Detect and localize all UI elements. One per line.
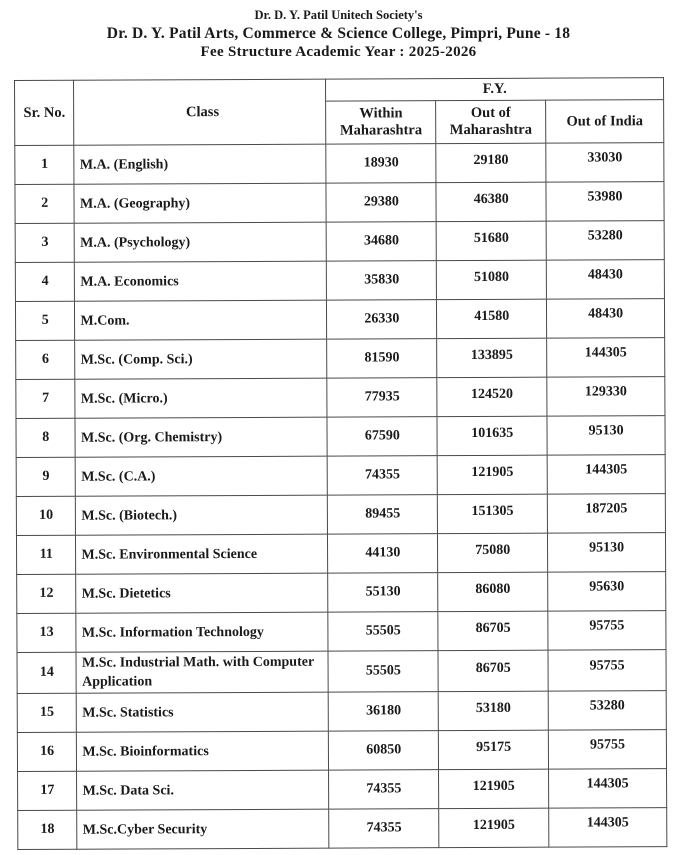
sr-no-cell [15, 145, 75, 184]
sr-no-cell [17, 693, 77, 732]
class-name-cell [76, 534, 328, 574]
fee-out-of-india-cell [547, 494, 665, 534]
fee-out-of-india-cell-text: 53280 [587, 228, 623, 244]
class-name-cell-text: M.A. (Geography) [79, 195, 191, 212]
fee-out-of-maharashtra-cell [436, 221, 546, 260]
table-body [15, 143, 667, 850]
table-row [18, 769, 667, 811]
society-name: Dr. D. Y. Patil Unitech Society's [254, 8, 423, 22]
sr-no-cell [15, 262, 75, 301]
class-name-cell [74, 183, 326, 223]
fee-within-maharashtra-cell-text: 89455 [365, 506, 401, 522]
class-name-cell [77, 809, 329, 849]
fee-within-maharashtra-cell [329, 731, 439, 770]
fee-out-of-india-cell [547, 299, 665, 339]
fee-out-of-india-cell [549, 808, 667, 848]
column-header-class: Class [74, 79, 326, 145]
sr-no-cell [16, 418, 76, 457]
fee-within-maharashtra-cell [327, 339, 437, 378]
fee-out-of-india-cell-text: 53280 [589, 698, 625, 714]
table-row [18, 808, 667, 850]
fee-out-of-india-cell-text: 48430 [587, 267, 623, 283]
sr-no-cell-text: 13 [39, 624, 54, 640]
table-row [17, 650, 666, 694]
sr-no-cell [18, 771, 78, 810]
fee-within-maharashtra-cell-text: 55130 [365, 584, 401, 600]
sr-no-cell [16, 496, 76, 535]
class-name-cell-text: M.Sc. (C.A.) [81, 468, 156, 485]
sr-no-cell-text: 9 [42, 468, 50, 484]
sr-no-cell-text: 1 [41, 156, 49, 172]
fee-out-of-india-cell-text: 144305 [584, 345, 627, 361]
class-name-cell-text: M.Sc. (Comp. Sci.) [80, 351, 193, 368]
fee-out-of-maharashtra-cell [438, 650, 548, 691]
sr-no-cell-text: 14 [39, 664, 54, 680]
sr-no-cell-text: 3 [41, 234, 49, 250]
fee-out-of-india-cell [546, 182, 664, 222]
fee-within-maharashtra-cell [327, 378, 437, 417]
sr-no-cell-text: 2 [41, 195, 49, 211]
fee-out-of-maharashtra-cell-text: 151305 [471, 503, 514, 520]
class-name-cell [75, 222, 327, 262]
table-row [16, 377, 665, 419]
sr-no-cell-text: 4 [41, 273, 49, 289]
fee-out-of-india-cell [548, 730, 666, 770]
fee-within-maharashtra-cell-text: 26330 [364, 311, 400, 327]
class-name-cell [75, 339, 327, 379]
class-name-cell [76, 612, 328, 652]
column-header-within-maharashtra [326, 101, 436, 144]
sr-no-cell-text: 15 [39, 704, 55, 720]
college-name: Dr. D. Y. Patil Arts, Commerce & Science College, Pimpri, Pune - 18 [106, 25, 571, 42]
fee-out-of-india-cell-text: 144305 [585, 462, 628, 478]
fee-within-maharashtra-cell [328, 612, 438, 651]
sr-no-cell [17, 613, 77, 652]
fee-out-of-india-cell [546, 221, 664, 261]
column-header-out-of-india: Out of India [546, 100, 664, 144]
class-name-cell [75, 261, 327, 301]
fee-within-maharashtra-cell-text: 36180 [366, 703, 402, 719]
fee-within-maharashtra-cell-text: 44130 [365, 545, 401, 561]
document-title: Fee Structure Academic Year : 2025-2026 [200, 44, 477, 60]
class-name-cell-text: M.Sc. Industrial Math. with Computer Application [81, 654, 314, 690]
fee-within-maharashtra-cell [328, 573, 438, 612]
fee-within-maharashtra-cell-text: 29380 [363, 194, 399, 210]
sr-no-cell-text: 6 [41, 351, 49, 367]
fee-out-of-india-cell [546, 143, 664, 183]
sr-no-cell [15, 184, 75, 223]
class-name-cell-text: M.Sc. Statistics [82, 704, 174, 721]
fee-within-maharashtra-cell-text: 55505 [365, 623, 401, 639]
fee-within-maharashtra-cell [327, 222, 437, 261]
fee-out-of-maharashtra-cell-text: 53180 [475, 700, 511, 716]
sr-no-cell-text: 5 [41, 312, 49, 328]
within-label-line1: Within [359, 105, 403, 122]
fee-within-maharashtra-cell [327, 417, 437, 456]
fee-out-of-maharashtra-cell [438, 572, 548, 611]
fee-within-maharashtra-cell-text: 55505 [365, 663, 401, 679]
sr-no-cell-text: 7 [42, 390, 50, 406]
fee-within-maharashtra-cell-text: 74355 [366, 820, 402, 836]
fee-within-maharashtra-cell [328, 534, 438, 573]
fee-out-of-maharashtra-cell [437, 416, 547, 455]
fee-within-maharashtra-cell-text: 18930 [363, 155, 399, 171]
fee-out-of-maharashtra-cell [437, 299, 547, 338]
fee-out-of-india-cell-text: 95755 [589, 618, 625, 634]
class-name-cell-text: M.Sc. (Org. Chemistry) [80, 429, 223, 446]
fee-out-of-maharashtra-cell-text: 133895 [470, 347, 513, 364]
class-name-cell [77, 731, 329, 771]
table-row [17, 730, 666, 772]
fee-within-maharashtra-cell [328, 495, 438, 534]
fee-out-of-maharashtra-cell [438, 691, 548, 730]
fee-out-of-maharashtra-cell-text: 124520 [471, 386, 514, 403]
fee-out-of-maharashtra-cell-text: 121905 [472, 817, 515, 834]
fee-out-of-india-cell-text: 48430 [588, 306, 624, 322]
class-name-cell [75, 378, 327, 418]
out-mh-label-line1: Out of [470, 104, 511, 122]
fee-out-of-maharashtra-cell-text: 51080 [473, 269, 510, 285]
fee-out-of-maharashtra-cell-text: 75080 [475, 542, 511, 558]
sr-no-cell-text: 16 [40, 743, 55, 759]
fee-within-maharashtra-cell [327, 261, 437, 300]
table-row [15, 143, 664, 185]
sr-no-cell-text: 8 [42, 429, 50, 445]
class-name-cell [76, 456, 328, 496]
fee-out-of-maharashtra-cell [436, 182, 546, 221]
fee-within-maharashtra-cell-text: 74355 [366, 781, 402, 797]
class-name-cell [74, 144, 326, 184]
table-row [16, 455, 665, 497]
fee-out-of-india-cell-text: 129330 [584, 384, 627, 400]
fee-out-of-maharashtra-cell [439, 769, 549, 808]
fee-out-of-maharashtra-cell-text: 86080 [475, 581, 511, 597]
fee-out-of-india-cell-text: 95130 [588, 423, 624, 439]
table-row [15, 260, 664, 302]
fee-within-maharashtra-cell-text: 77935 [364, 389, 400, 405]
class-name-cell-text: M.A. (Psychology) [80, 234, 191, 251]
sr-no-cell-text: 12 [39, 585, 54, 601]
table-row [15, 299, 664, 341]
header-row-group [15, 78, 664, 103]
class-name-cell-text: M.Sc. Bioinformatics [82, 743, 209, 760]
sr-no-cell [15, 301, 75, 340]
fee-out-of-india-cell [548, 533, 666, 573]
fee-out-of-maharashtra-cell [437, 260, 547, 299]
sr-no-cell [17, 652, 77, 693]
fee-out-of-maharashtra-cell-text: 29180 [473, 152, 509, 168]
fee-out-of-india-cell-text: 33030 [587, 150, 623, 166]
fee-out-of-india-cell [548, 572, 666, 612]
class-name-cell [77, 770, 329, 810]
fee-within-maharashtra-cell [328, 456, 438, 495]
sr-no-cell [16, 457, 76, 496]
class-name-cell [75, 417, 327, 457]
fee-within-maharashtra-cell-text: 34680 [363, 233, 400, 249]
class-name-cell-text: M.Com. [80, 312, 130, 329]
column-header-sr-no: Sr. No. [15, 80, 75, 145]
class-name-cell [77, 692, 329, 732]
table-row [17, 572, 666, 614]
fee-out-of-india-cell-text: 144305 [586, 776, 629, 792]
sr-no-cell [16, 379, 76, 418]
fee-within-maharashtra-cell [327, 300, 437, 339]
table-row [17, 611, 666, 653]
fee-out-of-india-cell-text: 95755 [589, 658, 625, 674]
class-name-cell-text: M.Sc. Environmental Science [81, 546, 258, 563]
sr-no-cell [16, 535, 76, 574]
column-header-out-of-maharashtra [436, 100, 546, 143]
sr-no-cell [17, 574, 77, 613]
fee-out-of-india-cell-text: 95130 [589, 540, 625, 556]
sr-no-cell [15, 223, 75, 262]
table-row [16, 533, 665, 575]
fee-out-of-maharashtra-cell [436, 143, 546, 182]
table-header [15, 78, 664, 146]
class-name-cell-text: M.Sc. (Micro.) [80, 390, 168, 407]
fee-out-of-maharashtra-cell [437, 455, 547, 494]
fee-within-maharashtra-cell-text: 35830 [364, 272, 400, 288]
table-row [15, 221, 664, 263]
fee-out-of-india-cell-text: 95630 [589, 579, 625, 595]
fee-within-maharashtra-cell [329, 809, 439, 848]
fee-out-of-india-cell [547, 416, 665, 456]
fee-out-of-maharashtra-cell [439, 808, 549, 847]
fee-out-of-maharashtra-cell-text: 101635 [471, 425, 514, 442]
table-row [16, 416, 665, 458]
fee-within-maharashtra-cell [329, 770, 439, 809]
class-name-cell [75, 300, 327, 340]
fee-out-of-maharashtra-cell [438, 611, 548, 650]
sr-no-cell-text: 18 [40, 821, 55, 837]
class-name-cell [76, 651, 328, 693]
class-name-cell-text: M.Sc.Cyber Security [82, 821, 208, 838]
fee-out-of-maharashtra-cell-text: 51680 [473, 230, 509, 246]
fee-out-of-maharashtra-cell-text: 121905 [471, 464, 514, 481]
sr-no-cell [17, 732, 77, 771]
class-name-cell-text: M.Sc. Dietetics [81, 585, 171, 602]
fee-within-maharashtra-cell-text: 74355 [365, 467, 401, 483]
fee-out-of-india-cell [547, 377, 665, 417]
fee-within-maharashtra-cell-text: 60850 [366, 742, 402, 758]
fee-out-of-india-cell [548, 650, 666, 692]
fee-out-of-maharashtra-cell [437, 377, 547, 416]
class-name-cell-text: M.A. Economics [80, 273, 179, 290]
class-name-cell-text: M.A. (English) [79, 156, 169, 173]
fee-structure-table [14, 77, 667, 850]
fee-out-of-maharashtra-cell [438, 494, 548, 533]
fee-out-of-india-cell-text: 144305 [586, 815, 629, 831]
table-row [16, 494, 665, 536]
table-row [16, 338, 665, 380]
fee-out-of-india-cell [547, 455, 665, 495]
fee-out-of-india-cell [548, 691, 666, 731]
fee-out-of-maharashtra-cell-text: 86705 [475, 660, 511, 676]
fee-out-of-maharashtra-cell-text: 121905 [472, 778, 515, 795]
fee-out-of-india-cell-text: 95755 [589, 737, 625, 753]
class-name-cell [76, 495, 328, 535]
fee-within-maharashtra-cell [328, 651, 438, 692]
sr-no-cell-text: 10 [39, 507, 54, 523]
class-name-cell-text: M.Sc. Information Technology [81, 624, 264, 641]
class-name-cell-text: M.Sc. (Biotech.) [81, 507, 178, 524]
class-name-cell [76, 573, 328, 613]
table-row [17, 691, 666, 733]
fee-out-of-india-cell [546, 260, 664, 300]
sr-no-cell-text: 17 [40, 782, 55, 798]
fee-within-maharashtra-cell-text: 67590 [364, 428, 400, 444]
class-name-cell-text: M.Sc. Data Sci. [82, 782, 174, 799]
fee-out-of-maharashtra-cell-text: 86705 [475, 620, 511, 636]
fee-out-of-maharashtra-cell [437, 338, 547, 377]
fee-out-of-india-cell [549, 769, 667, 809]
column-group-fy: F.Y. [326, 78, 664, 101]
fee-within-maharashtra-cell [326, 183, 436, 222]
fee-out-of-maharashtra-cell-text: 95175 [476, 739, 512, 755]
table-row [15, 182, 664, 224]
fee-out-of-maharashtra-cell [439, 730, 549, 769]
fee-out-of-india-cell [547, 338, 665, 378]
fee-out-of-maharashtra-cell [438, 533, 548, 572]
sr-no-cell [18, 810, 78, 849]
fee-within-maharashtra-cell [329, 692, 439, 731]
fee-out-of-maharashtra-cell-text: 41580 [474, 308, 510, 324]
fee-out-of-india-cell-text: 53980 [587, 189, 623, 205]
sr-no-cell-text: 11 [39, 546, 53, 562]
fee-out-of-maharashtra-cell-text: 46380 [473, 191, 509, 207]
fee-out-of-india-cell [548, 611, 666, 651]
fee-within-maharashtra-cell [326, 144, 436, 183]
out-mh-label-line2: Maharashtra [449, 121, 532, 139]
within-label-line2: Maharashtra [339, 122, 423, 139]
fee-out-of-india-cell-text: 187205 [585, 501, 628, 517]
sr-no-cell [16, 340, 76, 379]
fee-within-maharashtra-cell-text: 81590 [364, 350, 400, 366]
